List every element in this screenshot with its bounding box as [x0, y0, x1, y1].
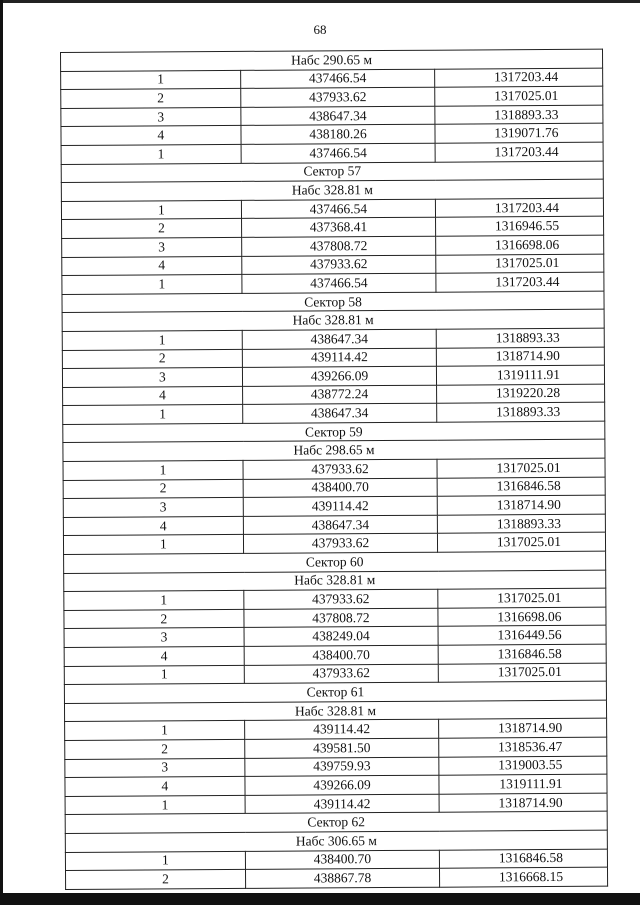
- y-coordinate-cell: 1317203.44: [435, 142, 603, 162]
- height-label-label: Набс 306.65 м: [65, 830, 607, 852]
- height-label-label: Набс 328.81 м: [61, 179, 603, 201]
- point-number-cell: 3: [62, 367, 242, 387]
- y-coordinate-cell: 1318893.33: [437, 402, 605, 422]
- x-coordinate-cell: 437808.72: [244, 608, 438, 628]
- y-coordinate-cell: 1319071.76: [435, 124, 603, 144]
- point-number-cell: 3: [65, 758, 245, 778]
- x-coordinate-cell: 437466.54: [241, 143, 435, 163]
- y-coordinate-cell: 1319003.55: [439, 756, 607, 776]
- y-coordinate-cell: 1317025.01: [437, 533, 605, 553]
- x-coordinate-cell: 438400.70: [243, 478, 437, 498]
- point-number-cell: 2: [62, 219, 242, 239]
- y-coordinate-cell: 1317025.01: [438, 588, 606, 608]
- point-number-cell: 4: [65, 777, 245, 797]
- x-coordinate-cell: 437933.62: [241, 87, 435, 107]
- y-coordinate-cell: 1317025.01: [437, 458, 605, 478]
- x-coordinate-cell: 437933.62: [243, 459, 437, 479]
- x-coordinate-cell: 437368.41: [242, 218, 436, 238]
- point-number-cell: 4: [63, 386, 243, 406]
- x-coordinate-cell: 438867.78: [245, 868, 439, 888]
- y-coordinate-cell: 1318893.33: [435, 105, 603, 125]
- height-label-label: Набс 298.65 м: [63, 440, 605, 462]
- y-coordinate-cell: 1318536.47: [439, 737, 607, 757]
- height-label-label: Набс 328.81 м: [62, 309, 604, 331]
- y-coordinate-cell: 1316846.58: [438, 644, 606, 664]
- y-coordinate-cell: 1317025.01: [438, 663, 606, 683]
- point-number-cell: 4: [62, 256, 242, 276]
- y-coordinate-cell: 1318714.90: [439, 719, 607, 739]
- x-coordinate-cell: 439114.42: [243, 496, 437, 516]
- x-coordinate-cell: 437466.54: [241, 199, 435, 219]
- x-coordinate-cell: 437933.62: [243, 534, 437, 554]
- point-number-cell: 2: [64, 609, 244, 629]
- y-coordinate-cell: 1317203.44: [436, 272, 604, 292]
- x-coordinate-cell: 439114.42: [245, 720, 439, 740]
- scan-edge-bottom: [0, 893, 640, 905]
- x-coordinate-cell: 438647.34: [243, 403, 437, 423]
- point-number-cell: 2: [66, 870, 246, 890]
- x-coordinate-cell: 437466.54: [242, 273, 436, 293]
- x-coordinate-cell: 437933.62: [242, 255, 436, 275]
- sector-title-label: Сектор 62: [65, 812, 607, 834]
- y-coordinate-cell: 1316846.58: [437, 477, 605, 497]
- y-coordinate-cell: 1318893.33: [437, 514, 605, 534]
- y-coordinate-cell: 1319111.91: [439, 774, 607, 794]
- x-coordinate-cell: 438180.26: [241, 125, 435, 145]
- y-coordinate-cell: 1317203.44: [435, 68, 603, 88]
- height-label-label: Набс 328.81 м: [64, 700, 606, 722]
- y-coordinate-cell: 1317025.01: [435, 86, 603, 106]
- point-number-cell: 2: [62, 349, 242, 369]
- point-number-cell: 1: [61, 70, 241, 90]
- x-coordinate-cell: 439266.09: [245, 775, 439, 795]
- point-number-cell: 4: [61, 126, 241, 146]
- point-number-cell: 1: [63, 460, 243, 480]
- page-number: 68: [313, 22, 327, 37]
- point-number-cell: 2: [61, 89, 241, 109]
- point-number-cell: 2: [65, 739, 245, 759]
- point-number-cell: 1: [65, 851, 245, 871]
- x-coordinate-cell: 438400.70: [245, 850, 439, 870]
- y-coordinate-cell: 1318893.33: [436, 328, 604, 348]
- x-coordinate-cell: 437466.54: [241, 69, 435, 89]
- point-number-cell: 4: [64, 646, 244, 666]
- y-coordinate-cell: 1316946.55: [436, 217, 604, 237]
- point-number-cell: 3: [61, 107, 241, 127]
- point-number-cell: 1: [61, 144, 241, 164]
- y-coordinate-cell: 1318714.90: [437, 495, 605, 515]
- height-label-label: Набс 328.81 м: [64, 570, 606, 592]
- x-coordinate-cell: 439114.42: [242, 348, 436, 368]
- coordinates-table: [60, 49, 608, 890]
- point-number-cell: 1: [61, 200, 241, 220]
- x-coordinate-cell: 438647.34: [243, 515, 437, 535]
- y-coordinate-cell: 1319111.91: [436, 365, 604, 385]
- x-coordinate-cell: 439114.42: [245, 794, 439, 814]
- y-coordinate-cell: 1316668.15: [439, 867, 607, 887]
- sector-title-label: Сектор 58: [62, 291, 604, 313]
- x-coordinate-cell: 439266.09: [242, 366, 436, 386]
- point-number-cell: 4: [63, 516, 243, 536]
- point-number-cell: 3: [63, 498, 243, 518]
- x-coordinate-cell: 438772.24: [243, 385, 437, 405]
- point-number-cell: 1: [63, 405, 243, 425]
- point-number-cell: 1: [62, 275, 242, 295]
- point-number-cell: 1: [62, 330, 242, 350]
- x-coordinate-cell: 438400.70: [244, 645, 438, 665]
- y-coordinate-cell: 1317203.44: [435, 198, 603, 218]
- y-coordinate-cell: 1316698.06: [436, 235, 604, 255]
- x-coordinate-cell: 437808.72: [242, 236, 436, 256]
- y-coordinate-cell: 1317025.01: [436, 254, 604, 274]
- y-coordinate-cell: 1316846.58: [439, 849, 607, 869]
- x-coordinate-cell: 438647.34: [241, 106, 435, 126]
- point-number-cell: 1: [63, 535, 243, 555]
- height-label-label: Набс 290.65 м: [61, 49, 603, 71]
- point-number-cell: 1: [64, 665, 244, 685]
- point-number-cell: 1: [64, 591, 244, 611]
- point-number-cell: 3: [64, 628, 244, 648]
- sector-title-label: Сектор 59: [63, 421, 605, 443]
- x-coordinate-cell: 438647.34: [242, 329, 436, 349]
- x-coordinate-cell: 437933.62: [244, 589, 438, 609]
- x-coordinate-cell: 439581.50: [245, 738, 439, 758]
- x-coordinate-cell: 438249.04: [244, 627, 438, 647]
- point-number-cell: 3: [62, 237, 242, 257]
- y-coordinate-cell: 1316698.06: [438, 607, 606, 627]
- y-coordinate-cell: 1318714.90: [439, 793, 607, 813]
- y-coordinate-cell: 1319220.28: [437, 384, 605, 404]
- y-coordinate-cell: 1318714.90: [436, 347, 604, 367]
- point-number-cell: 1: [65, 721, 245, 741]
- x-coordinate-cell: 437933.62: [244, 664, 438, 684]
- table-row: [66, 867, 608, 889]
- point-number-cell: 2: [63, 479, 243, 499]
- x-coordinate-cell: 439759.93: [245, 757, 439, 777]
- sector-title-label: Сектор 57: [61, 161, 603, 183]
- sector-title-label: Сектор 60: [64, 551, 606, 573]
- sector-title-label: Сектор 61: [64, 681, 606, 703]
- point-number-cell: 1: [65, 795, 245, 815]
- y-coordinate-cell: 1316449.56: [438, 626, 606, 646]
- scan-edge-left: [0, 0, 3, 905]
- scan-edge-top: [0, 0, 640, 3]
